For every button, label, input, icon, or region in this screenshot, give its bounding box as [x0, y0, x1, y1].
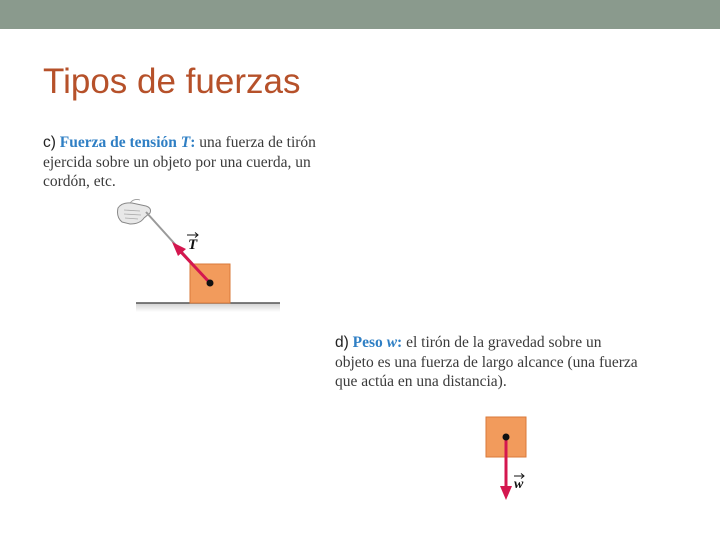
weight-figure-label: w — [514, 477, 524, 492]
slide-title: Tipos de fuerzas — [43, 62, 301, 101]
weight-term-text: Peso — [352, 334, 383, 351]
tension-line-3: cordón, etc. — [43, 173, 116, 190]
tension-term-text: Fuerza de tensión — [59, 134, 177, 151]
weight-line-2: objeto es una fuerza de largo alcance (una fuerza — [335, 353, 638, 371]
weight-symbol: w — [386, 334, 398, 351]
weight-arrow-head — [500, 486, 512, 500]
tension-line-2: ejercida sobre un objeto por una cuerda, un — [43, 153, 311, 171]
weight-colon: : — [397, 334, 403, 351]
tension-line1-rest: una fuerza de tirón — [195, 134, 316, 151]
weight-line1-rest: el tirón de la gravedad sobre un — [402, 334, 602, 351]
tension-figure-label: T — [188, 237, 198, 253]
tension-letter: c) — [43, 134, 56, 151]
weight-letter: d) — [335, 334, 349, 351]
weight-block-dot — [503, 434, 510, 441]
tension-symbol: T — [180, 134, 191, 151]
tension-colon: : — [190, 134, 196, 151]
weight-line-3: que actúa en una distancia). — [335, 373, 507, 390]
